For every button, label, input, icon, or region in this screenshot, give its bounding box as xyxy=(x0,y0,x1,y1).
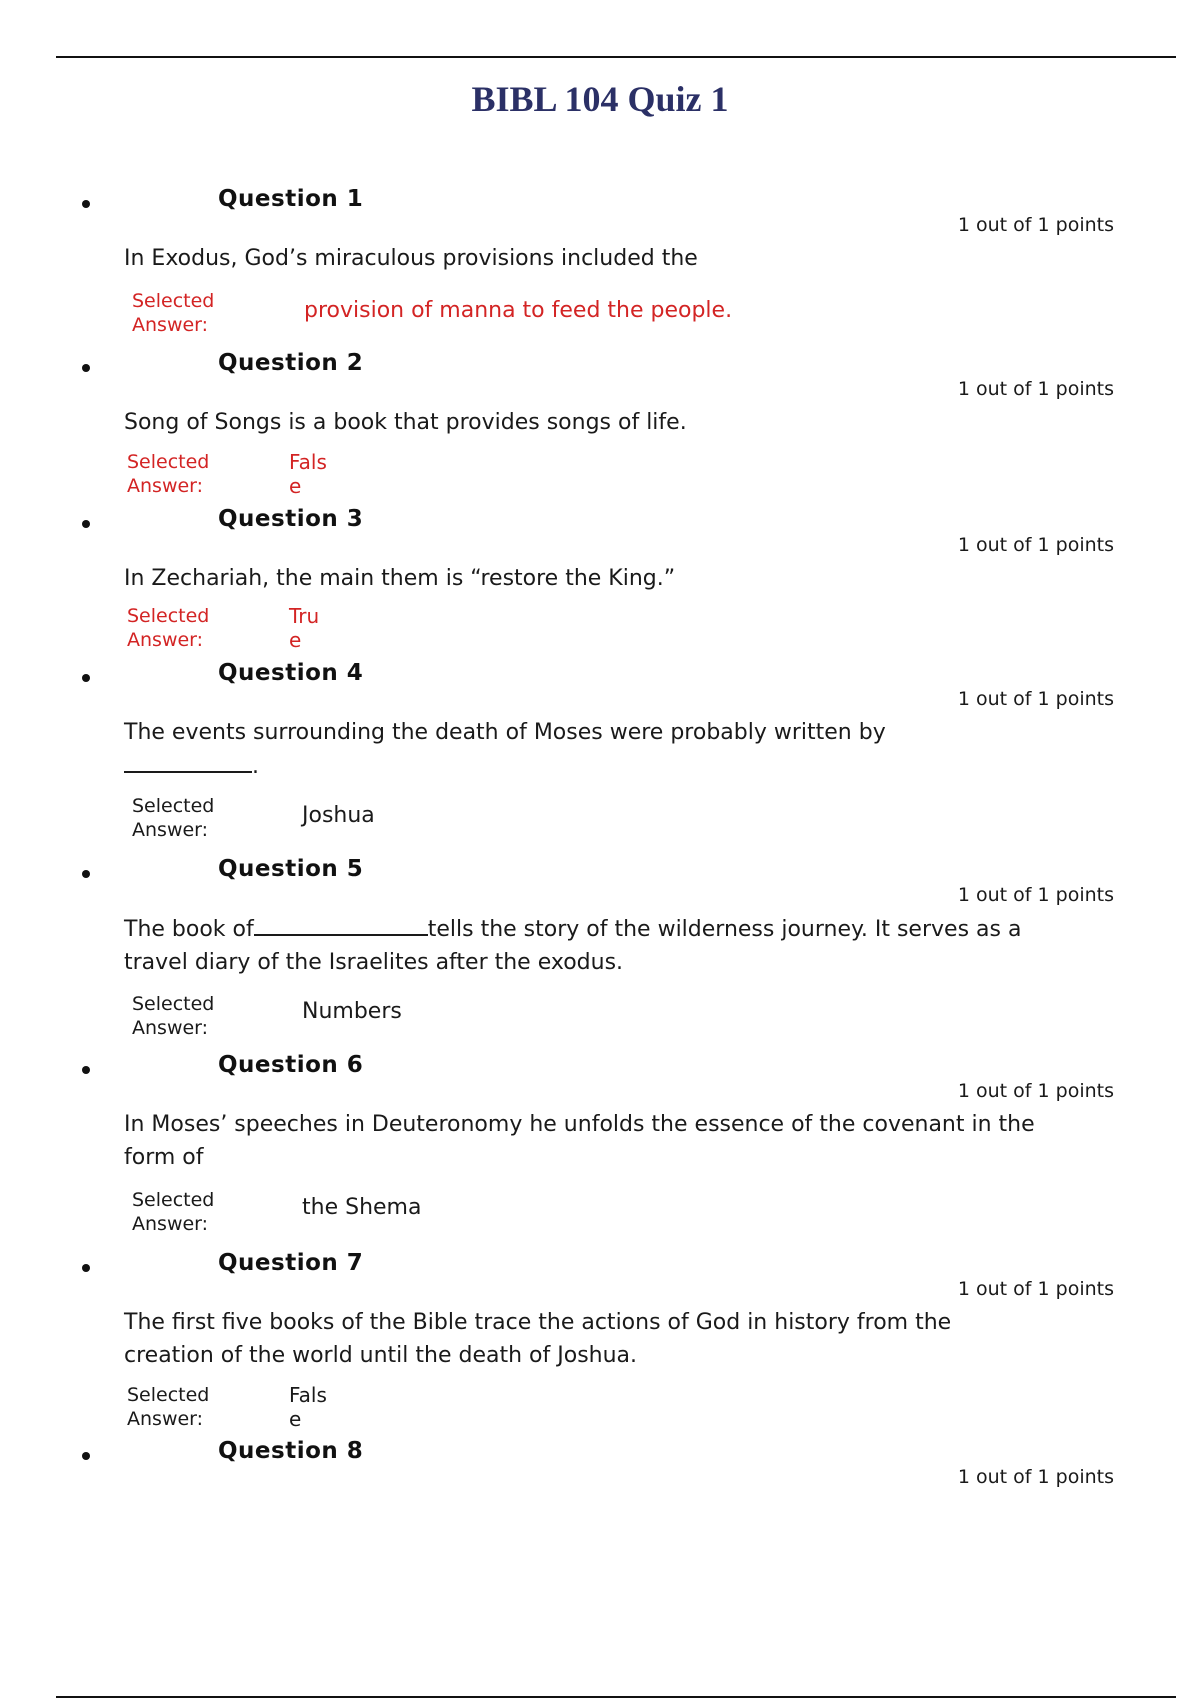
selected-answer-label: Selected Answer: xyxy=(132,1189,215,1235)
bullet-icon xyxy=(82,364,90,372)
points-score: 1 out of 1 points xyxy=(957,214,1114,236)
page-title: BIBL 104 Quiz 1 xyxy=(471,79,729,119)
bullet-icon xyxy=(82,870,90,878)
question-label: Question 4 xyxy=(218,660,364,686)
selected-answer-value: Tru e xyxy=(289,604,320,652)
question-text: In Zechariah, the main them is “restore the King.” xyxy=(124,566,676,591)
selected-answer-label: Selected Answer: xyxy=(132,993,215,1039)
points-score: 1 out of 1 points xyxy=(957,1466,1114,1488)
selected-answer-value: the Shema xyxy=(302,1195,422,1220)
selected-answer-value: provision of manna to feed the people. xyxy=(304,298,733,323)
selected-answer-label: Selected Answer: xyxy=(127,451,210,497)
answer-blank xyxy=(124,749,252,773)
bullet-icon xyxy=(82,520,90,528)
question-label: Question 5 xyxy=(218,856,364,882)
selected-answer-label: Selected Answer: xyxy=(132,290,215,336)
question-label: Question 7 xyxy=(218,1250,364,1276)
question-text: The first five books of the Bible trace the actions of God in history from the creation of the world until the death of Joshua. xyxy=(124,1310,952,1368)
selected-answer-value: Joshua xyxy=(302,803,375,828)
bullet-icon xyxy=(82,674,90,682)
selected-answer-label: Selected Answer: xyxy=(132,795,215,841)
bullet-icon xyxy=(82,1452,90,1460)
selected-answer-value: Fals e xyxy=(289,450,327,498)
selected-answer-label: Selected Answer: xyxy=(127,605,210,651)
question-label: Question 1 xyxy=(218,186,364,212)
points-score: 1 out of 1 points xyxy=(957,378,1114,400)
top-rule xyxy=(56,56,1176,58)
selected-answer-label: Selected Answer: xyxy=(127,1384,210,1430)
question-text: The events surrounding the death of Moses were probably written by . xyxy=(124,720,886,779)
bottom-rule xyxy=(56,1696,1176,1698)
bullet-icon xyxy=(82,1066,90,1074)
question-text: In Exodus, God’s miraculous provisions included the xyxy=(124,246,698,271)
points-score: 1 out of 1 points xyxy=(957,1278,1114,1300)
points-score: 1 out of 1 points xyxy=(957,884,1114,906)
bullet-icon xyxy=(82,1264,90,1272)
bullet-icon xyxy=(82,200,90,208)
question-text: The book of tells the story of the wilderness journey. It serves as a travel diary of the Israelites after the exodus. xyxy=(124,912,1044,979)
points-score: 1 out of 1 points xyxy=(957,688,1114,710)
selected-answer-value: Fals e xyxy=(289,1383,327,1431)
selected-answer-value: Numbers xyxy=(302,999,402,1024)
question-text: In Moses’ speeches in Deuteronomy he unfolds the essence of the covenant in the form of xyxy=(124,1112,1035,1170)
question-label: Question 3 xyxy=(218,506,364,532)
points-score: 1 out of 1 points xyxy=(957,534,1114,556)
question-label: Question 8 xyxy=(218,1438,364,1464)
question-label: Question 2 xyxy=(218,350,364,376)
question-label: Question 6 xyxy=(218,1052,364,1078)
answer-blank xyxy=(254,912,428,936)
points-score: 1 out of 1 points xyxy=(957,1080,1114,1102)
question-text: Song of Songs is a book that provides songs of life. xyxy=(124,410,687,435)
